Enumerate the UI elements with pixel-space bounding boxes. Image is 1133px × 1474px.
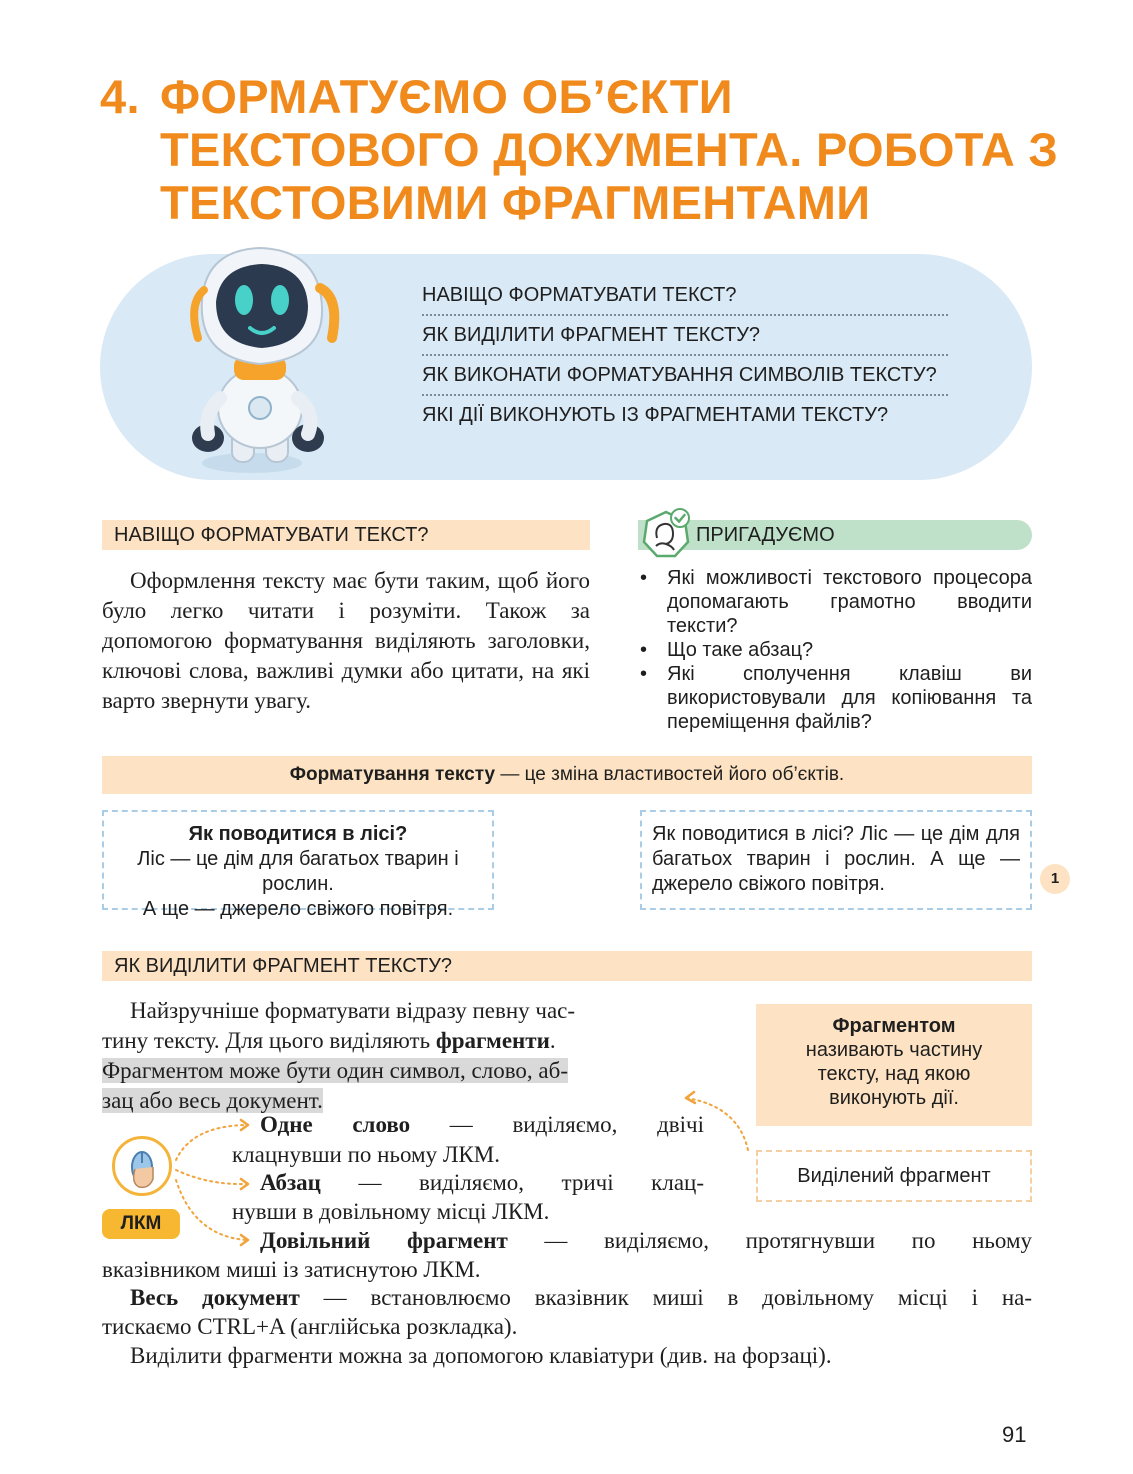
questions-list (422, 280, 948, 434)
intro-line: Найзручніше форматувати відразу певну час- (130, 998, 576, 1023)
section1-paragraph: Оформлення тексту має бути таким, щоб його було легко читати і розуміти. Також за допомогою форматування виділяють заголовки, ключові слова, важливі думки або цитати, на які варто звернути увагу. (102, 568, 590, 713)
paragraph-line2: нувши в довільному місці ЛКМ. (232, 1199, 550, 1224)
highlighted-line: Фрагментом може бути один символ, слово, аб- (102, 1058, 568, 1083)
whole-document-line: Весь документ — встановлюємо вказівник миші в довільному місці і на- (130, 1285, 1032, 1310)
free-fragment-line2: вказівником миші із затиснутою ЛКМ. (102, 1257, 481, 1282)
intro-line: тину тексту. Для цього виділяють фрагменти. (102, 1028, 556, 1053)
fragment-term: Фрагментом (832, 1015, 956, 1037)
question-item: ЯК ВИКОНАТИ ФОРМАТУВАННЯ СИМВОЛІВ ТЕКСТУ? (422, 356, 948, 396)
page-number: 91 (1002, 1422, 1027, 1447)
example-heading: Як поводитися в лісі? (188, 823, 408, 845)
example-formatted (102, 810, 494, 920)
recall-label: ПРИГАДУЄМО (696, 524, 835, 546)
fragment-def-line: називають частину (805, 1039, 983, 1061)
example-line: А ще — джерело свіжого повітря. (142, 898, 454, 920)
question-item: ЯКІ ДІЇ ВИКОНУЮТЬ ІЗ ФРАГМЕНТАМИ ТЕКСТУ? (422, 404, 889, 426)
section-heading-select-fragment: ЯК ВИДІЛИТИ ФРАГМЕНТ ТЕКСТУ? (102, 951, 1032, 981)
example-unformatted (640, 810, 1032, 910)
selected-fragment-label: Виділений фрагмент (756, 1150, 1032, 1202)
figure-badge: 1 (1040, 864, 1070, 894)
chapter-title-text: ФОРМАТУЄМО ОБ’ЄКТИ ТЕКСТОВОГО ДОКУМЕНТА. РОБОТА З ТЕКСТОВИМИ ФРАГМЕНТАМИ (160, 70, 1059, 229)
chapter-number: 4. (100, 70, 140, 123)
highlighted-line: зац або весь документ. (102, 1088, 323, 1113)
paragraph-line: Абзац — виділяємо, тричі клац- (260, 1170, 704, 1195)
lkm-label: ЛКМ (102, 1209, 180, 1239)
recall-list (640, 566, 1032, 734)
fragment-def-line: виконують дії. (829, 1087, 959, 1109)
question-item: ЯК ВИДІЛИТИ ФРАГМЕНТ ТЕКСТУ? (422, 316, 948, 356)
chapter-title (100, 70, 1060, 229)
recall-item: • Які сполучення клавіш ви використовували для копіювання та переміщення файлів? (640, 662, 1032, 734)
fragment-definition-box (756, 1004, 1032, 1126)
free-fragment-line: Довільний фрагмент — виділяємо, протягнувши по ньому (260, 1228, 1033, 1253)
one-word-line2: клацнувши по ньому ЛКМ. (232, 1142, 500, 1167)
example-line: Ліс — це дім для багатьох тварин і рослин. (137, 848, 459, 895)
definition-text: — це зміна властивостей його об’єктів. (495, 764, 845, 785)
fragments-term: фрагменти (435, 1028, 550, 1053)
section-heading-why-format: НАВІЩО ФОРМАТУВАТИ ТЕКСТ? (102, 520, 590, 550)
question-item: НАВІЩО ФОРМАТУВАТИ ТЕКСТ? (422, 280, 948, 316)
recall-item: • Що таке абзац? (640, 638, 1032, 662)
recall-item: • Які можливості текстового процесора допомагають грамотно вводити тексти? (640, 566, 1032, 638)
section2-intro (102, 996, 704, 1116)
fragment-def-line: тексту, над якою (817, 1063, 971, 1085)
mouse-icon (112, 1136, 172, 1196)
whole-document-line2: тискаємо CTRL+A (англійська розкладка). (102, 1314, 518, 1339)
definition-bar (102, 756, 1032, 794)
recall-head-icon (640, 508, 692, 560)
one-word-line: Одне слово — виділяємо, двічі (260, 1112, 704, 1137)
recall-header (638, 520, 1032, 550)
definition-term: Форматування тексту (289, 764, 496, 785)
robot-illustration (180, 238, 380, 498)
keyboard-note: Виділити фрагменти можна за допомогою клавіатури (див. на форзаці). (130, 1343, 832, 1368)
example-plain-text: Як поводитися в лісі? Ліс — це дім для багатьох тварин і рослин. А ще — джерело свіжого повітря. (652, 823, 1020, 895)
